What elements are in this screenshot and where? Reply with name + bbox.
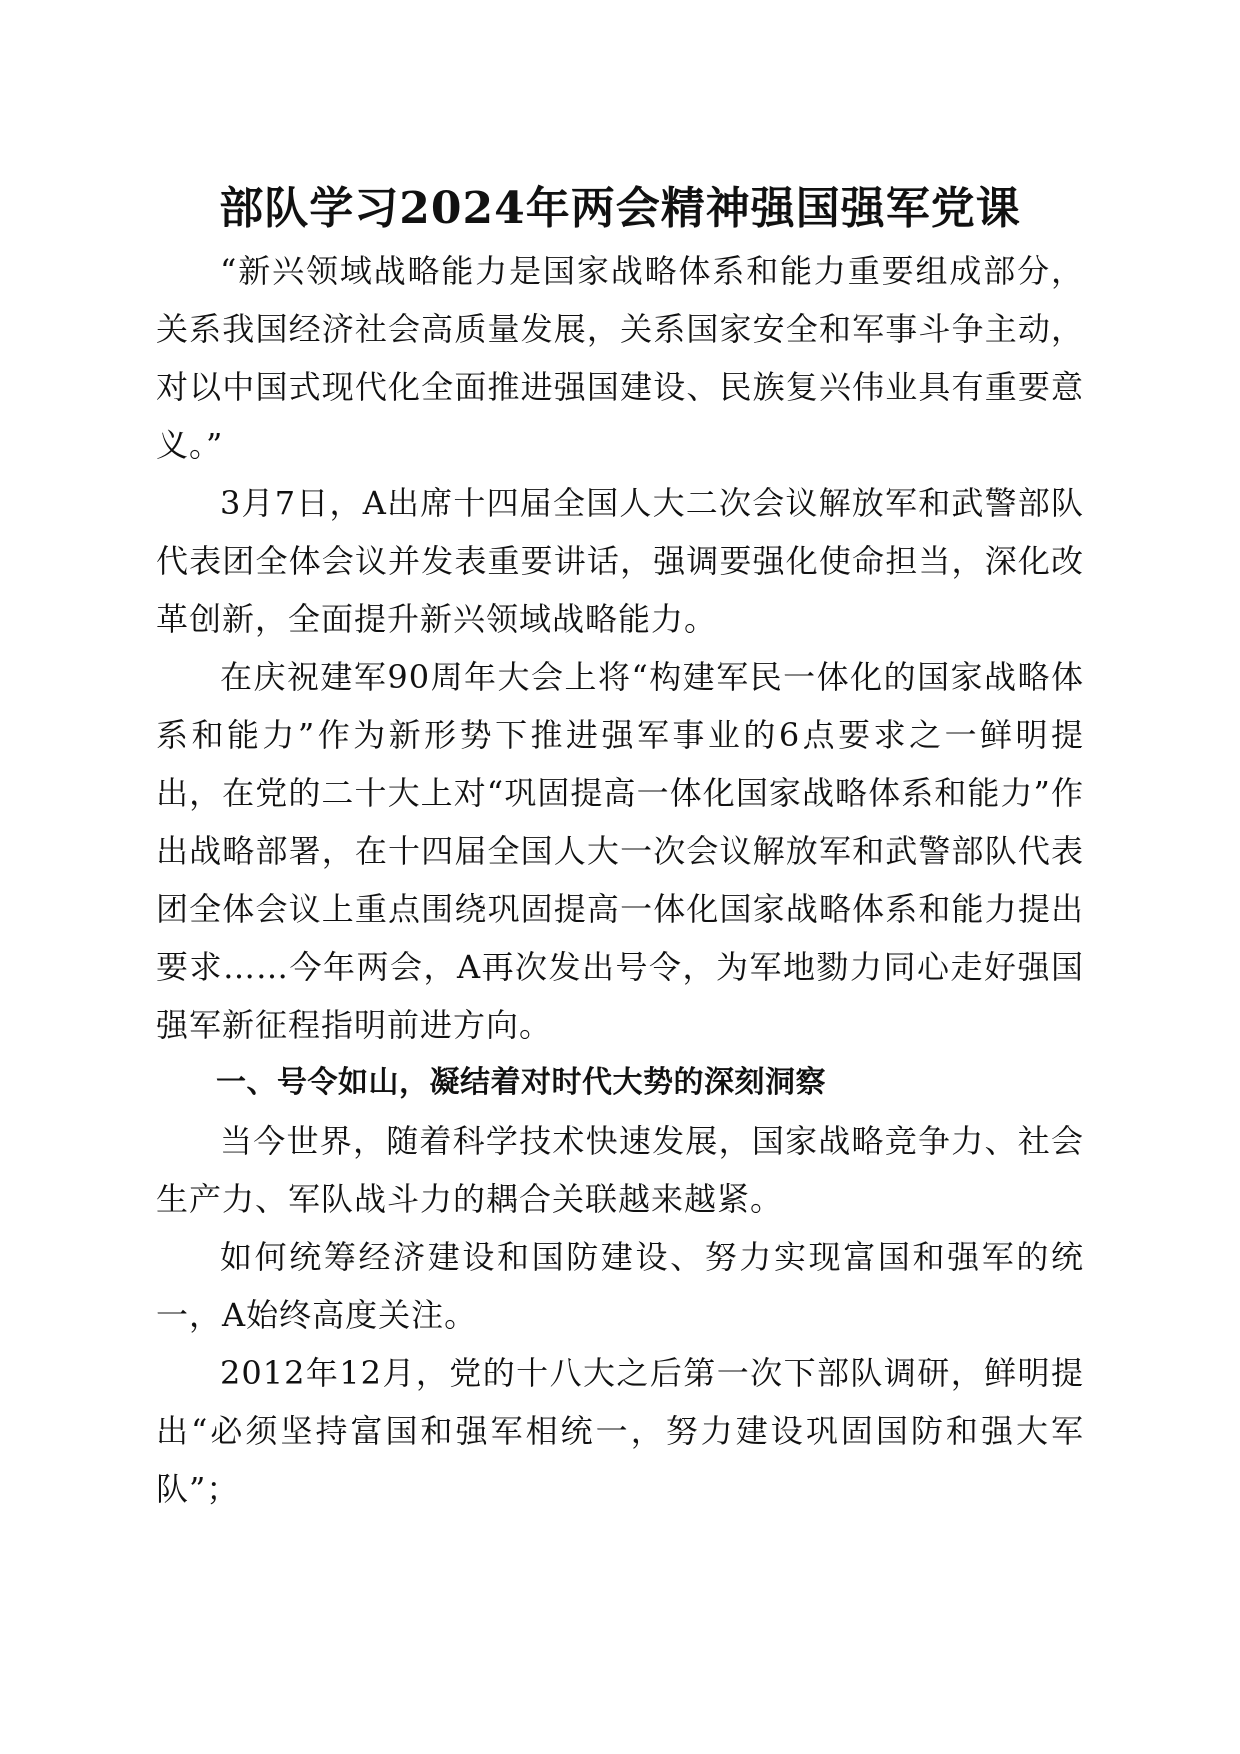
paragraph-history: 在庆祝建军90周年大会上将“构建军民一体化的国家战略体系和能力”作为新形势下推进强军事业的6点要求之一鲜明提出，在党的二十大上对“巩固提高一体化国家战略体系和能力”作出战略部署，在十四届全国人大一次会议解放军和武警部队代表团全体会议上重点围绕巩固提高一体化国家战略体系和能力提出要求……今年两会，A再次发出号令，为军地勠力同心走好强国强军新征程指明前进方向。 xyxy=(156,658,1084,1044)
paragraph-coordination: 如何统筹经济建设和国防建设、努力实现富国和强军的统一，A始终高度关注。 xyxy=(156,1238,1084,1334)
paragraph-march-7: 3月7日，A出席十四届全国人大二次会议解放军和武警部队代表团全体会议并发表重要讲话，强调要强化使命担当，深化改革创新，全面提升新兴领域战略能力。 xyxy=(156,484,1084,638)
paragraph-world: 当今世界，随着科学技术快速发展，国家战略竞争力、社会生产力、军队战斗力的耦合关联越来越紧。 xyxy=(156,1122,1084,1218)
document-body xyxy=(156,242,1084,1518)
paragraph-quote: “新兴领域战略能力是国家战略体系和能力重要组成部分，关系我国经济社会高质量发展，关系国家安全和军事斗争主动，对以中国式现代化全面推进强国建设、民族复兴伟业具有重要意义。” xyxy=(156,252,1084,464)
document-title: 部队学习2024年两会精神强国强军党课 xyxy=(219,183,1021,234)
paragraph-2012: 2012年12月，党的十八大之后第一次下部队调研，鲜明提出“必须坚持富国和强军相统一，努力建设巩固国防和强大军队”； xyxy=(156,1354,1084,1508)
section-heading-1: 一、号令如山，凝结着对时代大势的深刻洞察 xyxy=(216,1065,826,1100)
